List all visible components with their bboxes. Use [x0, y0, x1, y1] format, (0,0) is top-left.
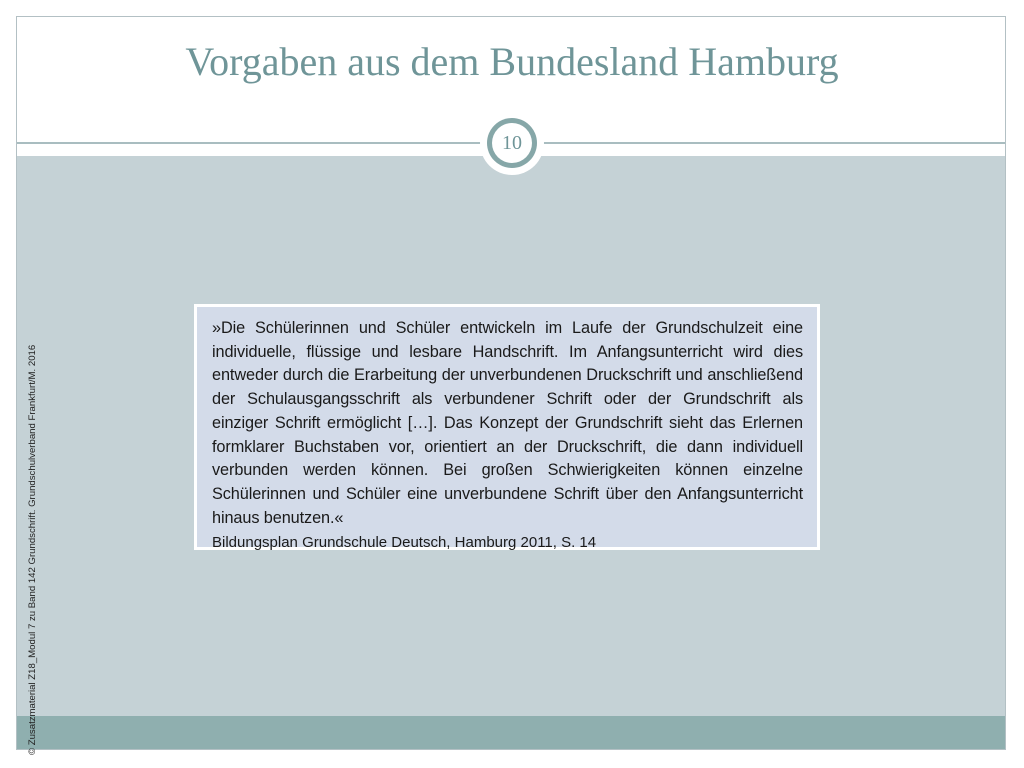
quote-text: »Die Schülerinnen und Schüler entwickeln im Laufe der Grundschulzeit eine individuelle, flüssige und lesbare Handschrift. Im Anfangsunterricht wird dies entweder durch die Erarbeitung der unverbundenen Druckschrift und anschließend der Schulausgangsschrift als verbundener Schrift oder der Grundschrift als einziger Schrift ermöglicht […]. Das Konzept der Grundschrift sieht das Erlernen formklarer Buchstaben vor, orientiert an der Druckschrift, die dann individuell verbunden werden können. Bei großen Schwierigkeiten können einzelne Schülerinnen und Schüler eine unverbundene Schrift über den Anfangsunterricht hinaus benutzen.« [212, 319, 803, 527]
page-number: 10 [492, 123, 532, 163]
quote-source: Bildungsplan Grundschule Deutsch, Hamburg 2011, S. 14 [212, 534, 597, 552]
page-number-badge [480, 111, 544, 175]
slide-title: Vorgaben aus dem Bundesland Hamburg [185, 39, 839, 84]
page-number-ring [487, 118, 537, 168]
copyright-credit: © Zusatzmaterial Z18_Modul 7 zu Band 142 Grundschrift. Grundschulverband Frankfurt/M. 2016 [27, 344, 38, 755]
footer-band [17, 716, 1005, 749]
quote-box [194, 304, 820, 550]
quote-panel [197, 307, 817, 552]
